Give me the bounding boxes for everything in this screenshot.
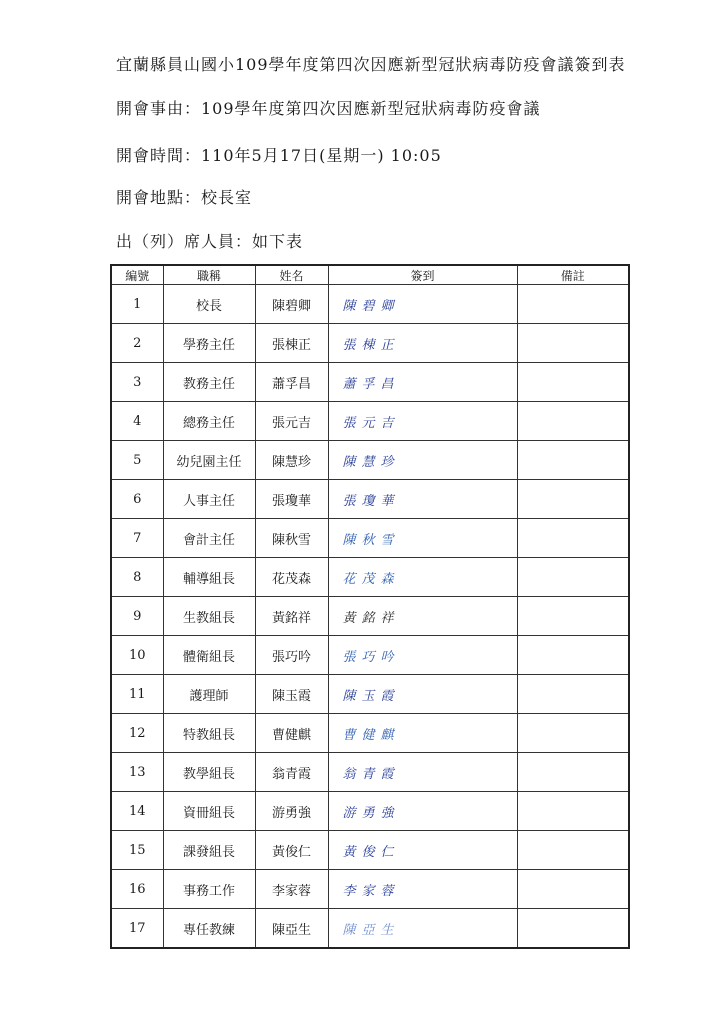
- row-name: 陳玉霞: [255, 675, 328, 714]
- sign-in-table: [110, 264, 630, 949]
- meeting-reason: 開會事由：109學年度第四次因應新型冠狀病毒防疫會議: [116, 99, 541, 118]
- row-number: 9: [111, 597, 163, 636]
- row-note: [517, 675, 629, 714]
- row-number: 7: [111, 519, 163, 558]
- row-signature: 張元吉: [328, 402, 517, 441]
- row-number: 6: [111, 480, 163, 519]
- row-note: [517, 519, 629, 558]
- row-name: 花茂森: [255, 558, 328, 597]
- row-signature: 黃銘祥: [328, 597, 517, 636]
- row-note: [517, 909, 629, 949]
- row-name: 蕭孚昌: [255, 363, 328, 402]
- row-signature: 陳碧卿: [328, 285, 517, 324]
- row-title: 體衛組長: [163, 636, 255, 675]
- row-title: 總務主任: [163, 402, 255, 441]
- row-name: 張瓊華: [255, 480, 328, 519]
- table-row: [111, 831, 629, 870]
- row-note: [517, 285, 629, 324]
- column-header-signature: 簽到: [328, 265, 517, 285]
- meeting-place: 開會地點：校長室: [116, 188, 253, 207]
- row-signature: 張巧吟: [328, 636, 517, 675]
- row-number: 8: [111, 558, 163, 597]
- table-row: [111, 324, 629, 363]
- row-number: 13: [111, 753, 163, 792]
- row-number: 3: [111, 363, 163, 402]
- document-title: 宜蘭縣員山國小109學年度第四次因應新型冠狀病毒防疫會議簽到表: [116, 55, 626, 74]
- row-note: [517, 480, 629, 519]
- table-row: [111, 714, 629, 753]
- row-note: [517, 870, 629, 909]
- row-signature: 陳玉霞: [328, 675, 517, 714]
- row-title: 教學組長: [163, 753, 255, 792]
- column-header-number: 編號: [111, 265, 163, 285]
- row-name: 黃銘祥: [255, 597, 328, 636]
- row-number: 15: [111, 831, 163, 870]
- row-note: [517, 714, 629, 753]
- row-title: 事務工作: [163, 870, 255, 909]
- table-row: [111, 441, 629, 480]
- row-signature: 曹健麒: [328, 714, 517, 753]
- row-number: 16: [111, 870, 163, 909]
- table-row: [111, 402, 629, 441]
- row-note: [517, 636, 629, 675]
- table-row: [111, 558, 629, 597]
- row-number: 12: [111, 714, 163, 753]
- row-signature: 花茂森: [328, 558, 517, 597]
- row-name: 游勇強: [255, 792, 328, 831]
- table-row: [111, 909, 629, 949]
- row-signature: 游勇強: [328, 792, 517, 831]
- table-row: [111, 675, 629, 714]
- row-title: 學務主任: [163, 324, 255, 363]
- row-title: 會計主任: [163, 519, 255, 558]
- table-row: [111, 753, 629, 792]
- row-name: 曹健麒: [255, 714, 328, 753]
- row-title: 人事主任: [163, 480, 255, 519]
- row-name: 李家蓉: [255, 870, 328, 909]
- row-signature: 翁青霞: [328, 753, 517, 792]
- column-header-name: 姓名: [255, 265, 328, 285]
- row-note: [517, 831, 629, 870]
- row-signature: 陳秋雪: [328, 519, 517, 558]
- row-title: 幼兒園主任: [163, 441, 255, 480]
- row-note: [517, 597, 629, 636]
- row-title: 校長: [163, 285, 255, 324]
- row-signature: 陳亞生: [328, 909, 517, 949]
- row-note: [517, 363, 629, 402]
- column-header-title: 職稱: [163, 265, 255, 285]
- row-name: 陳慧珍: [255, 441, 328, 480]
- row-title: 生教組長: [163, 597, 255, 636]
- table-row: [111, 519, 629, 558]
- column-header-note: 備註: [517, 265, 629, 285]
- row-name: 張元吉: [255, 402, 328, 441]
- row-number: 17: [111, 909, 163, 949]
- row-title: 護理師: [163, 675, 255, 714]
- row-signature: 蕭孚昌: [328, 363, 517, 402]
- table-row: [111, 285, 629, 324]
- row-name: 翁青霞: [255, 753, 328, 792]
- row-signature: 李家蓉: [328, 870, 517, 909]
- table-row: [111, 480, 629, 519]
- row-title: 教務主任: [163, 363, 255, 402]
- table-row: [111, 597, 629, 636]
- row-name: 陳碧卿: [255, 285, 328, 324]
- row-signature: 黃俊仁: [328, 831, 517, 870]
- row-number: 2: [111, 324, 163, 363]
- row-number: 11: [111, 675, 163, 714]
- row-signature: 陳慧珍: [328, 441, 517, 480]
- row-title: 資冊組長: [163, 792, 255, 831]
- row-name: 陳秋雪: [255, 519, 328, 558]
- row-name: 黃俊仁: [255, 831, 328, 870]
- row-title: 專任教練: [163, 909, 255, 949]
- table-row: [111, 792, 629, 831]
- row-name: 陳亞生: [255, 909, 328, 949]
- row-note: [517, 441, 629, 480]
- row-note: [517, 324, 629, 363]
- row-number: 10: [111, 636, 163, 675]
- row-number: 5: [111, 441, 163, 480]
- row-note: [517, 402, 629, 441]
- row-name: 張棟正: [255, 324, 328, 363]
- row-note: [517, 558, 629, 597]
- row-number: 14: [111, 792, 163, 831]
- row-note: [517, 792, 629, 831]
- row-number: 4: [111, 402, 163, 441]
- row-signature: 張棟正: [328, 324, 517, 363]
- row-name: 張巧吟: [255, 636, 328, 675]
- row-note: [517, 753, 629, 792]
- attendees-line: 出（列）席人員：如下表: [116, 232, 304, 251]
- row-title: 輔導組長: [163, 558, 255, 597]
- meeting-time: 開會時間：110年5月17日(星期一) 10:05: [116, 146, 442, 165]
- row-signature: 張瓊華: [328, 480, 517, 519]
- table-header-row: [111, 265, 629, 285]
- row-title: 特教組長: [163, 714, 255, 753]
- row-number: 1: [111, 285, 163, 324]
- row-title: 課發組長: [163, 831, 255, 870]
- table-row: [111, 636, 629, 675]
- table-row: [111, 363, 629, 402]
- table-row: [111, 870, 629, 909]
